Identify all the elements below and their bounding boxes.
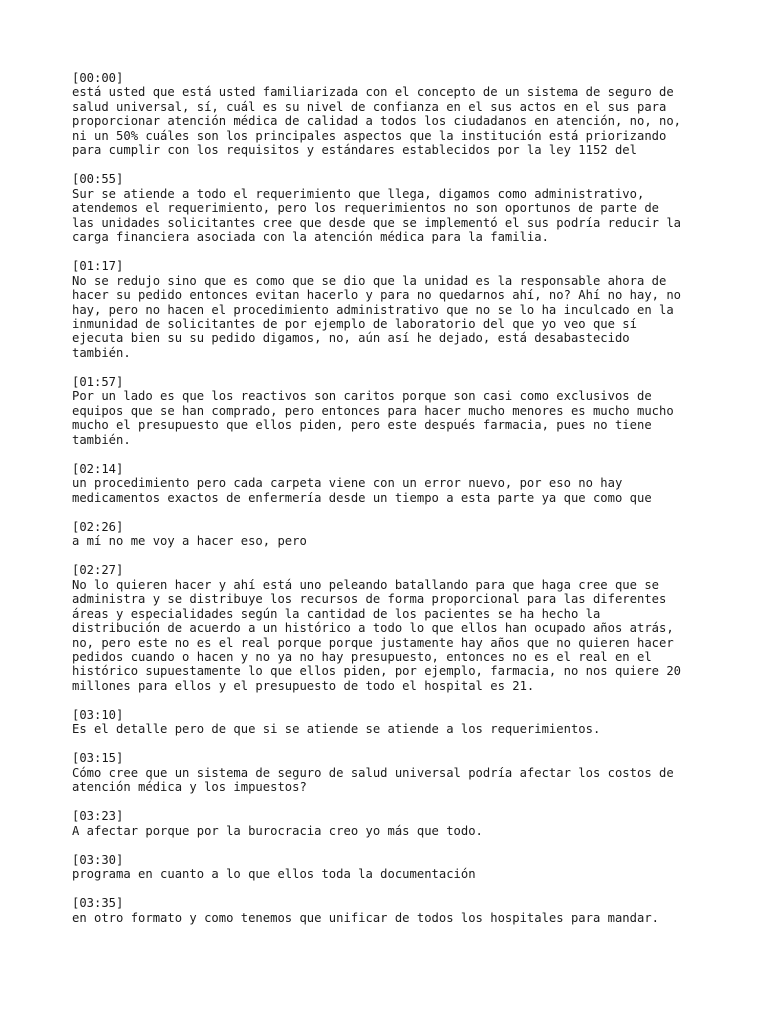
transcript-entry [72,462,712,505]
transcript-text: programa en cuanto a lo que ellos toda la documentación [72,867,476,882]
timestamp: [02:14] [72,461,124,476]
transcript-entry [72,809,712,838]
transcript-text: Por un lado es que los reactivos son caritos porque son casi como exclusivos de equipos que se han comprado, pero entonces para hacer mucho menores es mucho mucho mucho el presupuesto que ellos piden, pero este después farmacia, pues no tiene también. [72,389,674,447]
transcript-entry [72,708,712,737]
transcript-text: Cómo cree que un sistema de seguro de salud universal podría afectar los costos de atención médica y los impuestos? [72,765,674,795]
transcript-text: a mí no me voy a hacer eso, pero [72,534,307,549]
transcript-entry [72,896,712,925]
transcript-text: Es el detalle pero de que si se atiende se atiende a los requerimientos. [72,722,601,737]
timestamp: [02:27] [72,563,124,578]
transcript-text: Sur se atiende a todo el requerimiento que llega, digamos como administrativo, atendemos el requerimiento, pero los requerimientos no son oportunos de parte de las unidades solicitantes cree que desde que se implementó el sus podría reducir la carga financiera asociada con la atención médica para la familia. [72,186,682,245]
transcript-entry [72,853,712,882]
transcript-entry [72,375,712,447]
timestamp: [01:57] [72,374,124,389]
transcript-entry [72,71,712,158]
timestamp: [03:30] [72,852,124,867]
timestamp: [00:00] [72,71,124,85]
timestamp: [03:15] [72,751,124,766]
timestamp: [03:35] [72,896,124,911]
transcript-page [72,71,712,940]
timestamp: [00:55] [72,172,124,187]
timestamp: [01:17] [72,259,124,274]
transcript-entry [72,751,712,794]
transcript-text: está usted que está usted familiarizada con el concepto de un sistema de seguro de salud universal, sí, cuál es su nivel de confianza en el sus actos en el sus para proporcionar atención médica de calidad a todos los ciudadanos en atención, no, no, ni un 50% cuáles son los principales aspectos que la institución está priorizando para cumplir con los requisitos y estándares establecidos por la ley 1152 del [72,85,682,158]
transcript-text: A afectar porque por la burocracia creo yo más que todo. [72,823,483,838]
timestamp: [02:26] [72,519,124,534]
transcript-text: No se redujo sino que es como que se dio que la unidad es la responsable ahora de hacer su pedido entonces evitan hacerlo y para no quedarnos ahí, no? Ahí no hay, no hay, pero no hacen el procedimiento administrativo que no se lo ha inculcado en la inmunidad de solicitantes de por ejemplo de laboratorio del que yo veo que sí ejecuta bien su su pedido digamos, no, aún así he dejado, está desabastecido también. [72,273,682,360]
transcript-entry [72,259,712,360]
timestamp: [03:10] [72,707,124,722]
transcript-entry [72,563,712,693]
timestamp: [03:23] [72,809,124,824]
transcript-entry [72,172,712,244]
transcript-text: en otro formato y como tenemos que unificar de todos los hospitales para mandar. [72,910,659,925]
transcript-entry [72,520,712,549]
transcript-text: un procedimiento pero cada carpeta viene con un error nuevo, por eso no hay medicamentos exactos de enfermería desde un tiempo a esta parte ya que como que [72,476,652,505]
transcript-text: No lo quieren hacer y ahí está uno peleando batallando para que haga cree que se administra y se distribuye los recursos de forma proporcional para las diferentes áreas y especialidades según la cantidad de los pacientes se ha hecho la distribución de acuerdo a un histórico a todo lo que ellos han ocupado años atrás, no, pero este no es el real porque porque justamente hay años que no quieren hacer pedidos cuando o hacen y no ya no hay presupuesto, entonces no es el real en el histórico supuestamente lo que ellos piden, por ejemplo, farmacia, no nos quiere 20 millones para ellos y el presupuesto de todo el hospital es 21. [72,577,682,693]
